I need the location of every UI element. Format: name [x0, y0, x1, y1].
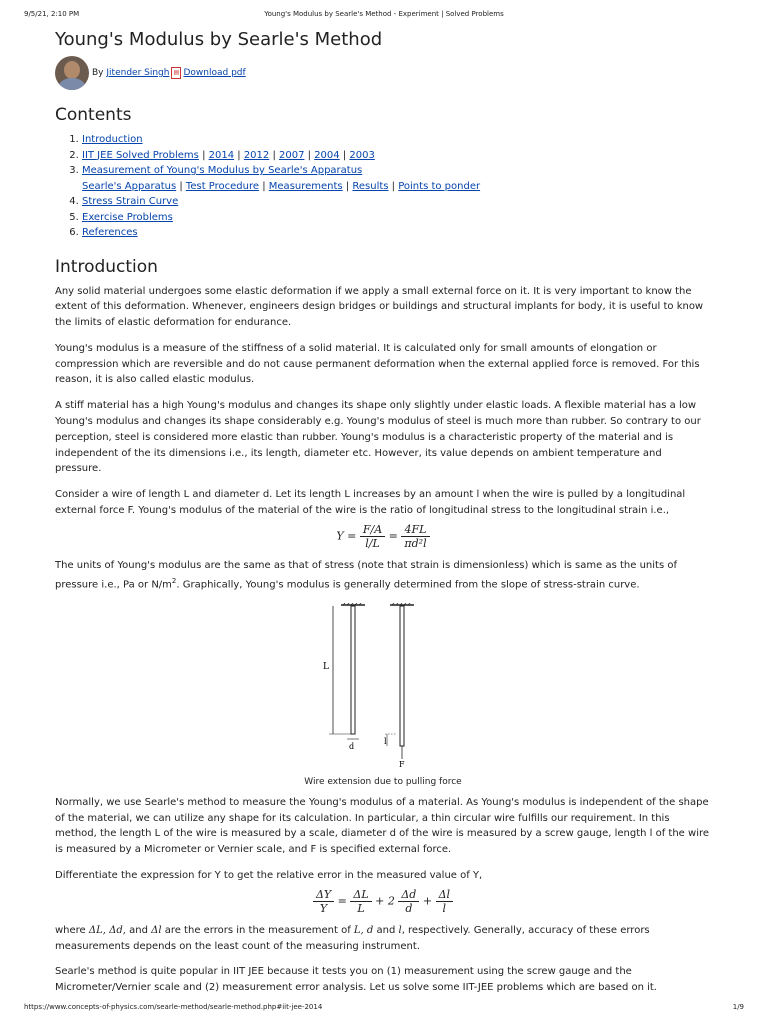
- relative-error-formula: $\frac{\Delta Y}{Y}$ = $\frac{\Delta L}{L}$ + 2 $\frac{\Delta d}{d}$ + $\frac{\Delta l}{l}$: [55, 888, 711, 915]
- toc-link-2012[interactable]: 2012: [243, 149, 270, 161]
- toc-item: [82, 194, 711, 210]
- toc-link-iit-jee[interactable]: IIT JEE Solved Problems: [82, 149, 199, 161]
- table-of-contents: [55, 132, 711, 241]
- intro-paragraph-9: Searle's method is quite popular in IIT JEE because it tests you on (1) measurement using the screw gauge and the Micrometer/Vernier scale and (2) measurement error analysis. Let us solve some IIT-JEE problems which are based on it.: [55, 966, 657, 994]
- toc-item: [82, 210, 711, 226]
- intro-paragraph-7: Differentiate the expression for Y to get the relative error in the measured value of Y,: [55, 869, 483, 881]
- toc-link-searle-apparatus[interactable]: Searle's Apparatus: [82, 180, 177, 192]
- label-F: F: [399, 759, 405, 769]
- author-link[interactable]: Jitender Singh: [106, 68, 170, 78]
- toc-subitems: Searle's Apparatus | Test Procedure | Measurements | Results | Points to ponder: [82, 180, 481, 192]
- toc-item: 2. IIT JEE Solved Problems | 2014 | 2012 | 2007 | 2004 | 2003: [82, 148, 711, 164]
- toc-link-references[interactable]: References: [82, 227, 138, 238]
- toc-link-2004[interactable]: 2004: [314, 149, 340, 161]
- toc-link-introduction[interactable]: Introduction: [82, 134, 143, 145]
- figure-caption: Wire extension due to pulling force: [304, 776, 462, 787]
- wire-extension-figure: [55, 603, 711, 787]
- toc-link-results[interactable]: Results: [352, 180, 389, 192]
- youngs-modulus-formula: Y = $\frac{F/A}{l/L}$ = $\frac{4FL}{\text{πd²l}}$: [55, 523, 711, 550]
- intro-paragraph-6: Normally, we use Searle's method to measure the Young's modulus of a material. As Young's modulus is independent of the shape of the material, we can utilize any shape for its calculation. In particular, a thin circular wire fulfills our requirement. In this method, the length L of the wire is measured by a scale, diameter d of the wire is measured by a screw gauge, length l of the wire is measured by a Micrometer or Vernier scale, and F is specified external force.: [55, 796, 710, 856]
- page-number: 1/9: [732, 1003, 744, 1011]
- label-d: d: [349, 741, 355, 751]
- introduction-heading: Introduction: [55, 256, 158, 277]
- toc-link-measurement[interactable]: Measurement of Young's Modulus by Searle's Apparatus: [82, 165, 363, 176]
- intro-paragraph-5: The units of Young's modulus are the same as that of stress (note that strain is dimensionless) which is same as the units of pressure i.e., Pa or $N/m^2$. Graphically, Young's modulus is generally determined from the slope of stress-strain curve.: [55, 559, 677, 590]
- wire-diagram: [313, 603, 453, 771]
- intro-paragraph-3: A stiff material has a high Young's modulus and changes its shape only slightly under elastic loads. A flexible material has a low Young's modulus and changes its shape considerably e.g. Young's modulus of steel is much more than rubber. So contrary to our perception, steel is considered more elastic than rubber. Young's modulus is a characteristic property of the material and is independent of the its dimensions i.e., its length, diameter etc. However, its value depends on ambient temperature and pressure.: [55, 400, 701, 475]
- intro-paragraph-1: Any solid material undergoes some elastic deformation if we apply a small external force on it. It is very important to know the extent of this deformation. Whenever, engineers design bridges or buildings and structural implants for body, it is useful to know the limits of elastic deformation for endurance.: [55, 285, 704, 329]
- avatar: [55, 56, 89, 90]
- print-title: Young's Modulus by Searle's Method - Experiment | Solved Problems: [264, 10, 504, 18]
- intro-paragraph-8: where ΔL, Δd, and Δl are the errors in the measurement of L, d and l, respectively. Generally, accuracy of these errors measurements depends on the least count of the measuring instrument.: [55, 924, 650, 952]
- toc-link-stress-strain[interactable]: Stress Strain Curve: [82, 196, 179, 207]
- contents-heading: Contents: [55, 105, 132, 125]
- toc-item: [82, 163, 711, 194]
- toc-link-measurements[interactable]: Measurements: [268, 180, 343, 192]
- toc-link-2003[interactable]: 2003: [349, 149, 375, 161]
- toc-item: [82, 225, 711, 241]
- pdf-icon: ▤: [171, 67, 181, 79]
- toc-link-points[interactable]: Points to ponder: [398, 180, 481, 192]
- intro-paragraph-4: Consider a wire of length L and diameter d. Let its length L increases by an amount l when the wire is pulled by a longitudinal external force F. Young's modulus of the material of the wire is the ratio of longitudinal stress to the longitudinal strain i.e.,: [55, 489, 686, 517]
- toc-link-2014[interactable]: 2014: [208, 149, 235, 161]
- print-datetime: 9/5/21, 2:10 PM: [24, 10, 80, 18]
- toc-link-test-procedure[interactable]: Test Procedure: [185, 180, 260, 192]
- author-byline: [55, 56, 711, 90]
- print-url: https://www.concepts-of-physics.com/searle-method/searle-method.php#iit-jee-2014: [24, 1003, 323, 1011]
- intro-paragraph-2: Young's modulus is a measure of the stiffness of a solid material. It is calculated only for small amounts of elongation or compression which are reversible and do not cause permanent deformation when the external applied force is removed. For this reason, it is also called elastic modulus.: [55, 342, 700, 386]
- toc-link-exercise[interactable]: Exercise Problems: [82, 211, 173, 223]
- toc-link-2007[interactable]: 2007: [279, 149, 305, 161]
- article: [55, 22, 711, 1006]
- page-title: Young's Modulus by Searle's Method: [55, 29, 383, 50]
- label-l: l: [384, 736, 387, 746]
- label-L: L: [323, 661, 329, 672]
- toc-item: [82, 132, 711, 148]
- by-label: By: [92, 68, 104, 78]
- download-pdf-link[interactable]: Download pdf: [183, 68, 246, 78]
